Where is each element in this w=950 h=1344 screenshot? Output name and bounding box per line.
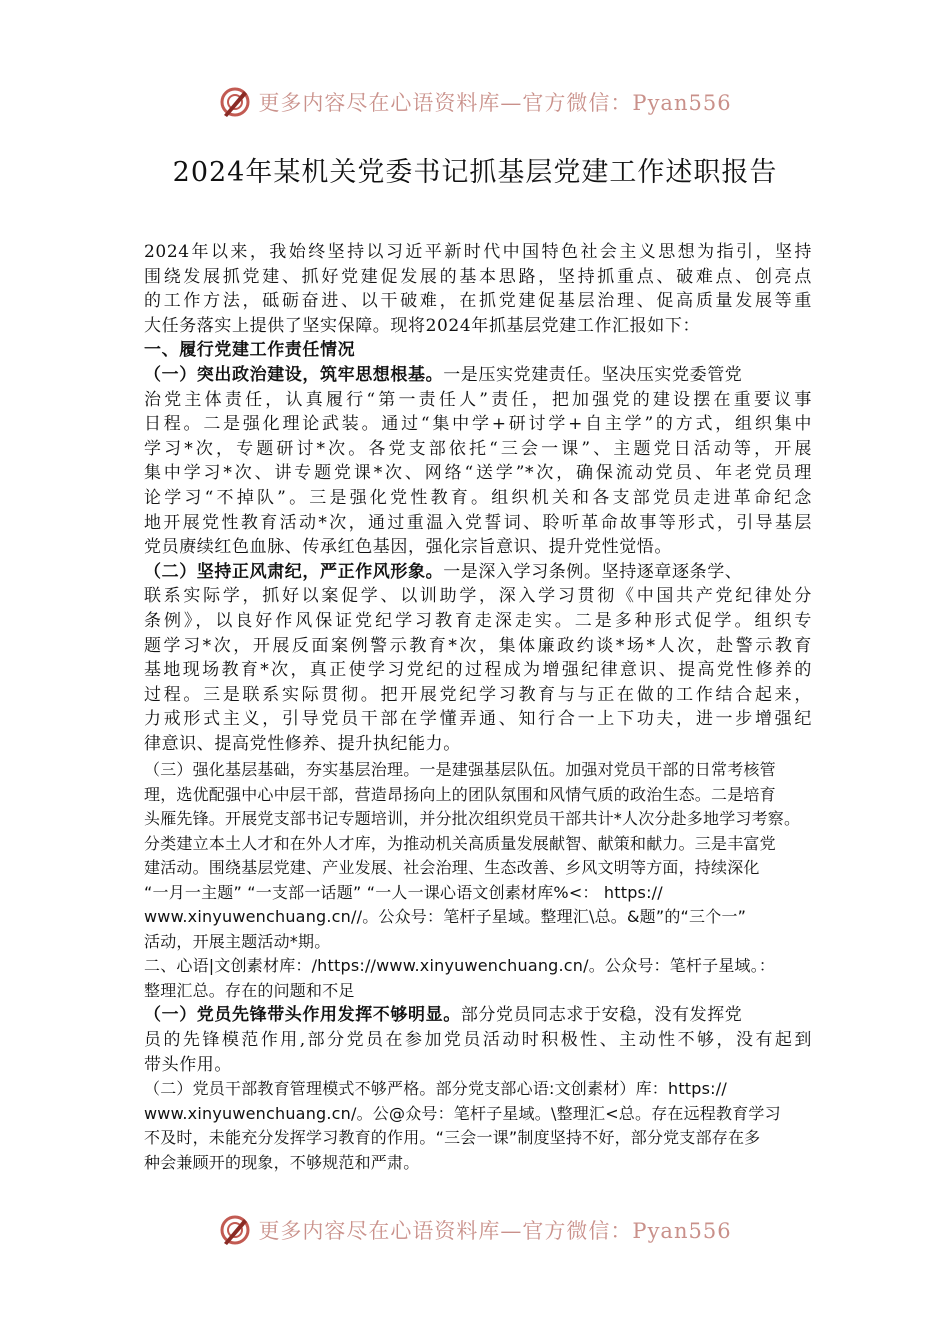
paragraph-line: （一）党员先锋带头作用发挥不够明显。部分党员同志求于安稳，没有发挥党 — [144, 1005, 743, 1026]
paragraph-line: 过程。三是联系实际贯彻。把开展党纪学习教育与与正在做的工作结合起来， — [144, 684, 812, 705]
paragraph-line: 活动，开展主题活动*期。 — [144, 931, 331, 951]
paragraph-line: 条例》，以良好作风保证党纪学习教育走深走实。二是多种形式促学。组织专 — [144, 610, 812, 631]
pen-logo-icon — [218, 85, 252, 119]
paragraph-line: 力戒形式主义，引导党员干部在学懂弄通、知行合一上下功夫，进一步增强纪 — [144, 709, 812, 730]
paragraph-line: www.xinyuwenchuang.cn/。公@众号：笔杆子星域。\整理汇<总。存在远程教育学习 — [144, 1103, 781, 1123]
paragraph-line: 治党主体责任，认真履行“第一责任人”责任，把加强党的建设摆在重要议事 — [144, 389, 812, 410]
paragraph-line: 带头作用。 — [144, 1054, 232, 1075]
paragraph-line: 基地现场教育*次，真正使学习党纪的过程成为增强纪律意识、提高党性修养的 — [144, 660, 812, 681]
paragraph-line: 不及时，未能充分发挥学习教育的作用。“三会一课”制度坚持不好，部分党支部存在多 — [144, 1128, 761, 1148]
paragraph-line: 的工作方法，砥砺奋进、以干破难，在抓党建促基层治理、促高质量发展等重 — [144, 291, 812, 312]
subsection-heading: （一）党员先锋带头作用发挥不够明显。 — [144, 1005, 461, 1026]
paragraph-line: 围绕发展抓党建、抓好党建促发展的基本思路，坚持抓重点、破难点、创亮点 — [144, 266, 812, 287]
watermark-header — [0, 82, 950, 122]
paragraph-line: 理，选优配强中心中层干部，营造昂扬向上的团队氛围和风情气质的政治生态。二是培育 — [144, 784, 776, 804]
paragraph-line: （三）强化基层基础，夯实基层治理。一是建强基层队伍。加强对党员干部的日常考核管 — [144, 760, 776, 780]
document-title: 2024年某机关党委书记抓基层党建工作述职报告 — [172, 157, 778, 188]
watermark-text: 更多内容尽在心语资料库—官方微信：Pyan556 — [258, 91, 732, 115]
section-heading: 整理汇总。存在的问题和不足 — [144, 980, 355, 1000]
paragraph-line: 种会兼顾开的现象，不够规范和严肃。 — [144, 1152, 420, 1172]
paragraph-line: 建活动。围绕基层党建、产业发展、社会治理、生态改善、乡风文明等方面，持续深化 — [144, 858, 760, 878]
paragraph-line: 头雁先锋。开展党支部书记专题培训，并分批次组织党员干部共计*人次分赴多地学习考察。 — [144, 809, 801, 829]
paragraph-line: 学习*次，专题研讨*次。各党支部依托“三会一课”、主题党日活动等，开展 — [144, 438, 812, 459]
pen-logo-icon — [218, 1213, 252, 1247]
paragraph-line: 党员赓续红色血脉、传承红色基因，强化宗旨意识、提升党性觉悟。 — [144, 537, 672, 558]
paragraph-line: 分类建立本土人才和在外人才库，为推动机关高质量发展献智、献策和献力。三是丰富党 — [144, 833, 776, 853]
paragraph-line: （二）党员干部教育管理模式不够严格。部分党支部心语:文创素材）库：https:// — [144, 1079, 727, 1099]
paragraph-line: 2024年以来，我始终坚持以习近平新时代中国特色社会主义思想为指引，坚持 — [144, 242, 812, 262]
paragraph-line: “一月一主题” “一支部一话题” “一人一课心语文创素材库%<： https:// — [144, 882, 663, 902]
watermark-text: 更多内容尽在心语资料库—官方微信：Pyan556 — [258, 1219, 732, 1243]
paragraph-line: 联系实际学，抓好以案促学、以训助学，深入学习贯彻《中国共产党纪律处分 — [144, 586, 812, 607]
paragraph-line: 题学习*次，开展反面案例警示教育*次，集体廉政约谈*场*人次，赴警示教育 — [144, 635, 812, 656]
paragraph-line: （二）坚持正风肃纪，严正作风形象。一是深入学习条例。坚持逐章逐条学、 — [144, 561, 743, 582]
paragraph-line: 日程。二是强化理论武装。通过“集中学+研讨学+自主学”的方式，组织集中 — [144, 414, 812, 435]
section-heading: 二、心语|文创素材库：/https://www.xinyuwenchuang.cn/。公众号：笔杆子星域。： — [144, 956, 776, 976]
document-body — [144, 240, 812, 1175]
paragraph-line: 集中学习*次、讲专题党课*次、网络“送学”*次，确保流动党员、年老党员理 — [144, 463, 812, 484]
paragraph-line: 地开展党性教育活动*次，通过重温入党誓词、聆听革命故事等形式，引导基层 — [144, 512, 812, 533]
paragraph-line: 律意识、提高党性修养、提升执纪能力。 — [144, 733, 461, 754]
paragraph-line: 论学习“不掉队”。三是强化党性教育。组织机关和各支部党员走进革命纪念 — [144, 487, 812, 508]
subsection-heading: （一）突出政治建设，筑牢思想根基。 — [144, 364, 444, 385]
paragraph-line: www.xinyuwenchuang.cn//。公众号：笔杆子星域。整理汇\总。&题”的“三个一” — [144, 907, 747, 927]
section-heading: 一、履行党建工作责任情况 — [144, 340, 356, 361]
paragraph-line: （一）突出政治建设，筑牢思想根基。一是压实党建责任。坚决压实党委管党 — [144, 364, 743, 385]
watermark-footer — [0, 1210, 950, 1250]
subsection-heading: （二）坚持正风肃纪，严正作风形象。 — [144, 561, 444, 582]
paragraph-line: 大任务落实上提供了坚实保障。现将2024年抓基层党建工作汇报如下： — [144, 315, 701, 336]
paragraph-line: 员的先锋模范作用,部分党员在参加党员活动时积极性、主动性不够，没有起到 — [144, 1030, 812, 1051]
